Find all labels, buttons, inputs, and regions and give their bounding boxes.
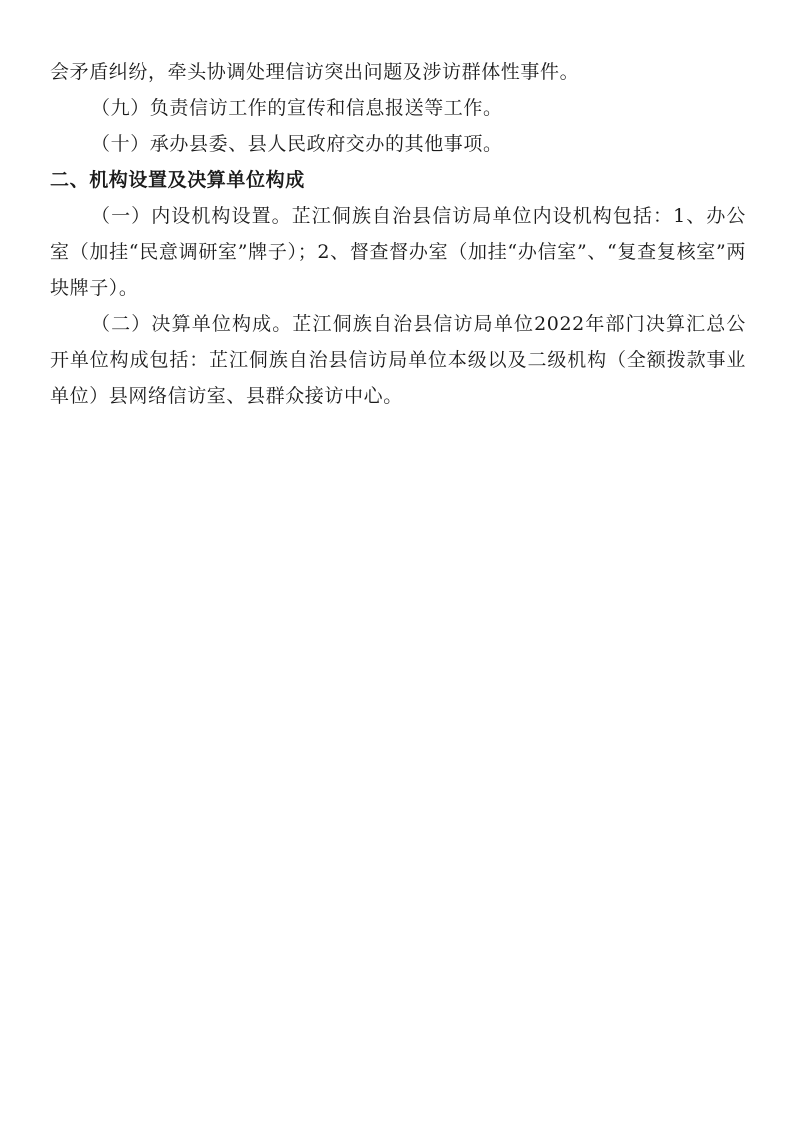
item-10-paragraph: （十）承办县委、县人民政府交办的其他事项。 bbox=[91, 133, 503, 155]
item-9-paragraph: （九）负责信访工作的宣传和信息报送等工作。 bbox=[91, 97, 503, 119]
body-text bbox=[50, 54, 746, 414]
internal-structure-paragraph: （一）内设机构设置。芷江侗族自治县信访局单位内设机构包括：1、办公室（加挂“民意调研室”牌子）；2、督查督办室（加挂“办信室”、“复查复核室”两块牌子）。 bbox=[50, 205, 746, 299]
continued-paragraph: 会矛盾纠纷，牵头协调处理信访突出问题及涉访群体性事件。 bbox=[50, 61, 580, 83]
budget-units-paragraph: （二）决算单位构成。芷江侗族自治县信访局单位2022年部门决算汇总公开单位构成包括：芷江侗族自治县信访局单位本级以及二级机构（全额拨款事业单位）县网络信访室、县群众接访中心。 bbox=[50, 313, 746, 407]
section-2-heading: 二、机构设置及决算单位构成 bbox=[50, 169, 305, 191]
